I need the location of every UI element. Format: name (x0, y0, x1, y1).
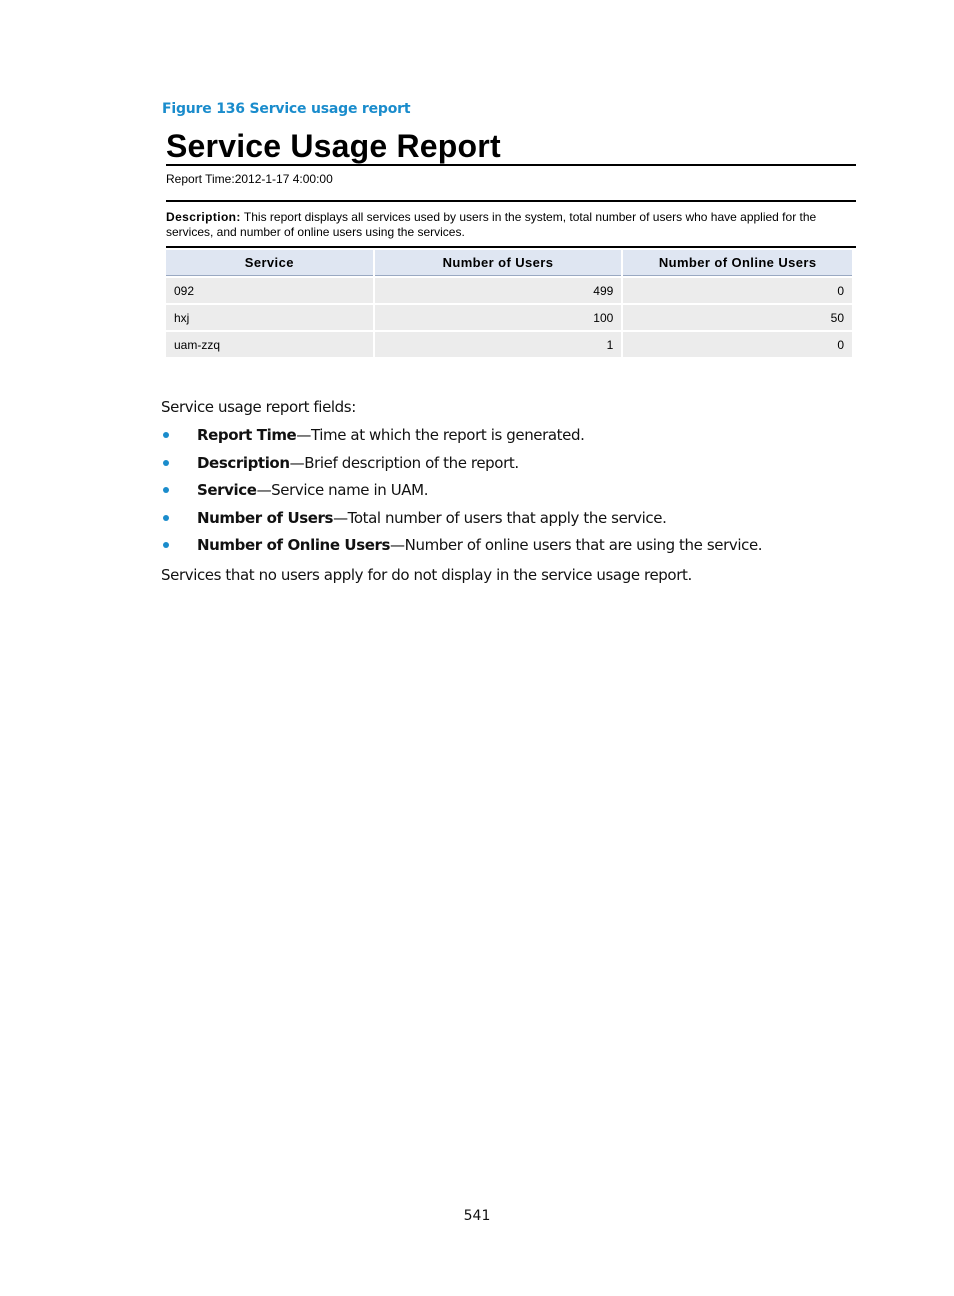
users-cell: 1 (375, 332, 622, 357)
service-table (164, 248, 854, 359)
bullet-icon (163, 515, 169, 521)
table-row (166, 278, 852, 303)
table-header-row (166, 250, 852, 276)
list-item (161, 508, 762, 536)
field-desc: —Service name in UAM. (256, 481, 429, 499)
field-term: Description (197, 453, 290, 472)
fields-note: Services that no users apply for do not display in the service usage report. (161, 566, 692, 584)
service-usage-report (166, 128, 856, 359)
service-cell: 092 (166, 278, 373, 303)
column-header-number-of-users: Number of Users (375, 250, 622, 276)
report-title: Service Usage Report (166, 128, 856, 166)
online-users-cell: 50 (623, 305, 852, 330)
column-header-number-of-online-users: Number of Online Users (623, 250, 852, 276)
field-term: Service (197, 481, 257, 499)
column-header-service: Service (166, 250, 373, 276)
description-text: This report displays all services used by users in the system, total number of users who have applied for the services, and number of online users using the services. (166, 210, 817, 239)
users-cell: 100 (375, 305, 622, 330)
report-time: Report Time:2012-1-17 4:00:00 (166, 172, 333, 186)
online-users-cell: 0 (623, 278, 852, 303)
bullet-icon (163, 432, 169, 438)
description-label: Description: (166, 210, 241, 224)
page-number: 541 (463, 1208, 491, 1224)
field-desc: —Number of online users that are using the service. (390, 536, 763, 554)
fields-list (161, 425, 762, 563)
table-row (166, 305, 852, 330)
field-desc: —Total number of users that apply the service. (333, 508, 667, 527)
field-term: Number of Online Users (197, 536, 391, 554)
list-item (161, 480, 762, 508)
bullet-icon (163, 487, 169, 493)
service-cell: uam-zzq (166, 332, 373, 357)
table-row (166, 332, 852, 357)
field-desc: —Time at which the report is generated. (296, 426, 585, 444)
service-cell: hxj (166, 305, 373, 330)
users-cell: 499 (375, 278, 622, 303)
field-term: Report Time (197, 426, 297, 444)
list-item (161, 453, 762, 481)
online-users-cell: 0 (623, 332, 852, 357)
fields-intro: Service usage report fields: (161, 398, 356, 416)
bullet-icon (163, 460, 169, 466)
field-term: Number of Users (197, 508, 334, 527)
bullet-icon (163, 542, 169, 548)
report-description (166, 202, 856, 243)
list-item (161, 535, 762, 563)
field-desc: —Brief description of the report. (289, 453, 519, 472)
figure-caption: Figure 136 Service usage report (162, 101, 411, 117)
list-item (161, 425, 762, 453)
